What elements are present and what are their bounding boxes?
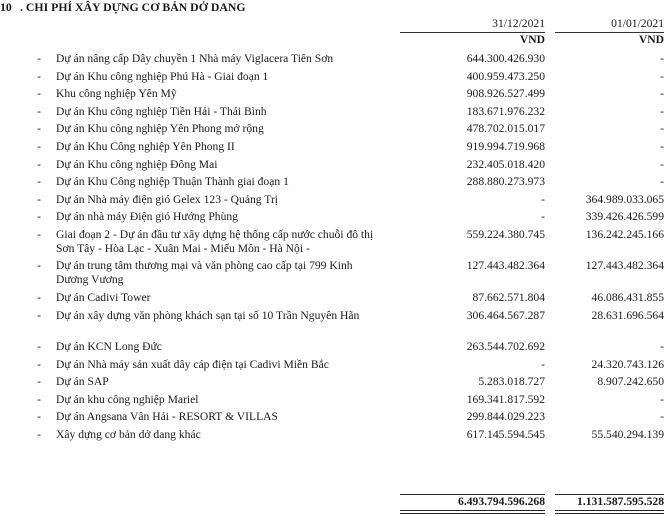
row-value-2021-12-31: 559.224.380.745 [466, 227, 545, 241]
row-description: Dự án SAP [56, 375, 109, 389]
row-bullet: - [37, 139, 41, 153]
row-bullet: - [37, 175, 41, 189]
table-row [0, 358, 669, 376]
row-description: Dự án Angsana Vân Hải - RESORT & VILLAS [56, 410, 278, 424]
section-number: 10 [0, 0, 12, 14]
column-unit-1: VND [400, 32, 545, 47]
table-row [0, 70, 669, 88]
row-value-2021-12-31: 169.341.817.592 [466, 392, 545, 406]
table-row [0, 428, 669, 446]
row-value-2021-12-31: 5.283.018.727 [478, 375, 545, 389]
table-row [0, 228, 669, 260]
row-description: Dự án Khu Công nghiệp Thuận Thành giai đoạn 1 [56, 175, 289, 189]
row-value-2021-01-01: 339.426.426.599 [585, 210, 664, 224]
table-row [0, 375, 669, 393]
row-value-2021-01-01: 55.540.294.139 [591, 428, 664, 441]
row-bullet: - [37, 290, 41, 304]
row-value-2021-12-31: 644.300.426.930 [466, 52, 545, 65]
row-description: Dự án Khu công nghiệp Tiền Hải - Thái Bình [56, 104, 267, 118]
row-bullet: - [37, 340, 41, 354]
row-description: Dự án Cadivi Tower [56, 290, 151, 304]
row-value-2021-12-31: 87.662.571.804 [472, 290, 545, 304]
row-value-2021-12-31: 127.443.482.364 [466, 259, 545, 273]
row-value-2021-12-31: - [541, 192, 545, 206]
row-value-2021-12-31: 908.926.527.499 [466, 87, 545, 101]
row-value-2021-01-01: - [660, 392, 664, 406]
row-description: Dự án trung tâm thương mại và văn phòng cao cấp tại 799 Kinh Dương Vương [56, 259, 353, 287]
row-value-2021-12-31: 263.544.702.692 [466, 340, 545, 354]
row-value-2021-01-01: 24.320.743.126 [591, 357, 664, 371]
table-row [0, 259, 669, 291]
table-row [0, 122, 669, 140]
row-bullet: - [37, 69, 41, 83]
row-bullet: - [37, 87, 41, 101]
row-bullet: - [37, 122, 41, 136]
column-unit-2: VND [555, 32, 664, 47]
row-value-2021-12-31: 288.880.273.973 [466, 175, 545, 189]
row-value-2021-01-01: - [660, 157, 664, 171]
row-description: Khu công nghiệp Yên Mỹ [56, 87, 177, 101]
table-row [0, 210, 669, 228]
row-description: Dự án nâng cấp Dây chuyền 1 Nhà máy Viglacera Tiên Sơn [56, 52, 334, 65]
row-bullet: - [37, 392, 41, 406]
table-row [0, 158, 669, 176]
row-description: Dự án Nhà máy điện gió Gelex 123 - Quảng Trị [56, 192, 279, 206]
row-description: Xây dựng cơ bản dở dang khác [56, 428, 201, 441]
table-body [0, 52, 669, 446]
row-description: Dự án Khu công nghiệp Đông Mai [56, 157, 218, 171]
table-row [0, 393, 669, 411]
row-value-2021-12-31: 919.994.719.968 [466, 139, 545, 153]
row-bullet: - [37, 157, 41, 171]
row-value-2021-01-01: - [660, 175, 664, 189]
row-bullet: - [37, 410, 41, 424]
row-description: Dự án Khu công nghiệp Yên Phong mở rộng [56, 122, 264, 136]
row-description: Dự án Khu Công nghiệp Yên Phong II [56, 139, 235, 153]
row-description: Dự án nhà máy Điện gió Hướng Phùng [56, 210, 238, 224]
row-description: Dự án Khu công nghiệp Phú Hà - Giai đoạn 1 [56, 69, 269, 83]
total-value-2021-12-31: 6.493.794.596.268 [400, 494, 545, 509]
row-description: Dự án xây dựng văn phòng khách sạn tại số 10 Trần Nguyên Hãn [56, 308, 360, 322]
row-value-2021-01-01: - [660, 104, 664, 118]
row-value-2021-01-01: - [660, 139, 664, 153]
row-value-2021-12-31: - [541, 210, 545, 224]
total-value-2021-01-01: 1.131.587.595.528 [555, 494, 664, 509]
table-row [0, 291, 669, 309]
table-row [0, 309, 669, 341]
row-value-2021-12-31: 183.671.976.232 [466, 104, 545, 118]
row-value-2021-01-01: 8.907.242.650 [597, 375, 664, 389]
section-title [0, 0, 246, 15]
row-bullet: - [37, 357, 41, 371]
table-row [0, 105, 669, 123]
row-value-2021-01-01: - [660, 87, 664, 101]
row-value-2021-12-31: 478.702.015.017 [466, 122, 545, 136]
row-bullet: - [37, 52, 41, 65]
table-row [0, 175, 669, 193]
row-description: Dự án Nhà máy sản xuất dây cáp điện tại Cadivi Miền Bắc [56, 357, 329, 371]
row-bullet: - [37, 308, 41, 322]
row-value-2021-12-31: 617.145.594.545 [466, 428, 545, 441]
double-underline-1 [400, 510, 545, 514]
row-value-2021-01-01: 364.989.033.065 [585, 192, 664, 206]
table-row [0, 140, 669, 158]
row-bullet: - [37, 375, 41, 389]
row-value-2021-01-01: - [660, 340, 664, 354]
table-row [0, 193, 669, 211]
row-bullet: - [37, 210, 41, 224]
row-value-2021-12-31: 400.959.473.250 [466, 69, 545, 83]
row-value-2021-12-31: 232.405.018.420 [466, 157, 545, 171]
row-value-2021-01-01: 28.631.696.564 [591, 308, 664, 322]
row-bullet: - [37, 259, 41, 273]
row-bullet: - [37, 104, 41, 118]
column-header-date-2021-12-31: 31/12/2021 [492, 17, 545, 30]
row-value-2021-01-01: 136.242.245.166 [585, 227, 664, 241]
row-bullet: - [37, 192, 41, 206]
row-description: Dự án KCN Long Đức [56, 340, 162, 354]
table-row [0, 410, 669, 428]
row-value-2021-01-01: 127.443.482.364 [585, 259, 664, 273]
row-value-2021-01-01: - [660, 69, 664, 83]
row-description: Dự án khu công nghiệp Mariel [56, 392, 199, 406]
row-value-2021-01-01: - [660, 52, 664, 65]
row-value-2021-12-31: 306.464.567.287 [466, 308, 545, 322]
row-value-2021-01-01: - [660, 410, 664, 424]
table-row [0, 340, 669, 358]
section-title-text: . CHI PHÍ XÂY DỰNG CƠ BẢN DỞ DANG [20, 0, 246, 14]
row-value-2021-12-31: 299.844.029.223 [466, 410, 545, 424]
row-description: Giai đoạn 2 - Dự án đầu tư xây dựng hệ thống cấp nước chuỗi đô thị Sơn Tây - Hòa Lạc - Xuân Mai - Miếu Môn - Hà Nội - [56, 227, 374, 255]
row-bullet: - [37, 227, 41, 241]
row-value-2021-01-01: - [660, 122, 664, 136]
row-value-2021-01-01: 46.086.431.855 [591, 290, 664, 304]
column-header-date-2021-01-01: 01/01/2021 [611, 17, 664, 30]
table-row [0, 52, 669, 70]
row-bullet: - [37, 428, 41, 441]
row-value-2021-12-31: - [541, 357, 545, 371]
table-row [0, 87, 669, 105]
double-underline-2 [555, 510, 664, 514]
